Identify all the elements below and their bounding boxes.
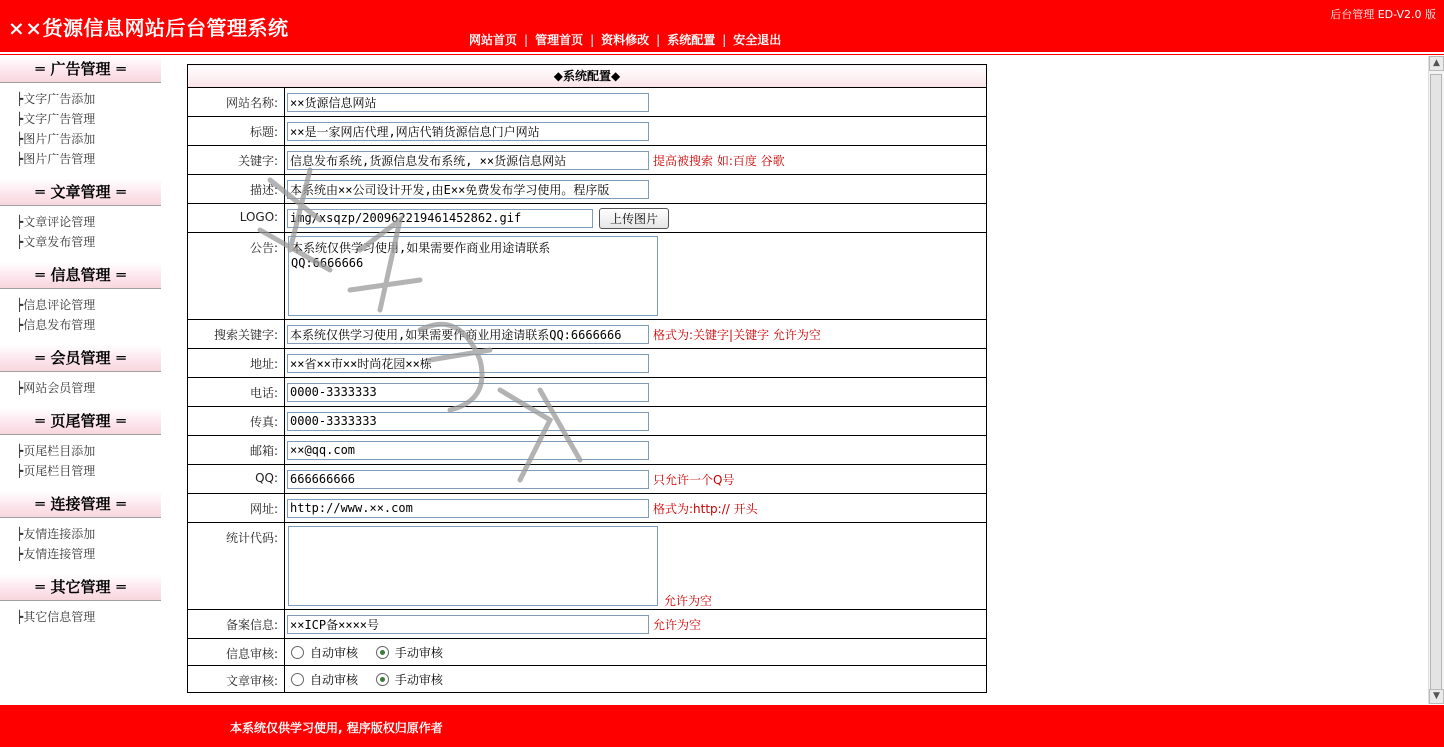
sidebar-item-image-ad-add[interactable]: ┝图片广告添加 — [16, 132, 96, 146]
section-title: 文章管理 — [50, 183, 111, 201]
description-input[interactable] — [287, 180, 649, 199]
url-note: 格式为:http:// 开头 — [653, 501, 758, 516]
sidebar-item-other-info[interactable]: ┝其它信息管理 — [16, 610, 96, 624]
sidebar-item-image-ad-manage[interactable]: ┝图片广告管理 — [16, 152, 96, 166]
site-name-input[interactable] — [287, 93, 649, 112]
nav-separator: | — [524, 33, 529, 47]
nav-separator: | — [656, 33, 661, 47]
search-keywords-input[interactable] — [287, 325, 649, 344]
sidebar-item-members[interactable]: ┝网站会员管理 — [16, 381, 96, 395]
section-title: 广告管理 — [50, 60, 111, 78]
icp-input[interactable] — [287, 615, 649, 634]
phone-label: 电话: — [188, 378, 285, 407]
sidebar-section-info[interactable]: ═ 信息管理 ═ — [0, 262, 161, 289]
nav-separator: | — [722, 33, 727, 47]
article-review-label: 文章审核: — [188, 666, 285, 693]
info-review-auto-radio[interactable] — [291, 646, 304, 659]
sidebar-item-info-publish[interactable]: ┝信息发布管理 — [16, 318, 96, 332]
address-input[interactable] — [287, 354, 649, 373]
article-review-auto-radio[interactable] — [291, 673, 304, 686]
sidebar-item-text-ad-add[interactable]: ┝文字广告添加 — [16, 92, 96, 106]
icp-note: 允许为空 — [653, 617, 702, 632]
email-input[interactable] — [287, 441, 649, 460]
notice-label: 公告: — [188, 233, 285, 320]
logo-input[interactable] — [287, 209, 593, 228]
sidebar-section-articles[interactable]: ═ 文章管理 ═ — [0, 179, 161, 206]
sidebar-section-ads[interactable]: ═ 广告管理 ═ — [0, 56, 161, 83]
section-title: 信息管理 — [50, 266, 111, 284]
config-panel — [187, 64, 987, 693]
description-label: 描述: — [188, 175, 285, 204]
config-caption: ◆系统配置◆ — [188, 65, 987, 88]
nav-admin-home[interactable]: 管理首页 — [535, 33, 584, 47]
email-label: 邮箱: — [188, 436, 285, 465]
stats-textarea[interactable] — [288, 526, 658, 606]
sidebar-item-info-comments[interactable]: ┝信息评论管理 — [16, 298, 96, 312]
logo-label: LOGO: — [188, 204, 285, 233]
header-divider — [0, 54, 1444, 55]
sidebar-section-footer[interactable]: ═ 页尾管理 ═ — [0, 408, 161, 435]
qq-note: 只允许一个Q号 — [653, 472, 735, 487]
qq-input[interactable] — [287, 470, 649, 489]
info-review-manual-radio[interactable] — [376, 646, 389, 659]
sidebar-item-footer-add[interactable]: ┝页尾栏目添加 — [16, 444, 96, 458]
stats-label: 统计代码: — [188, 523, 285, 610]
search-keywords-label: 搜索关键字: — [188, 320, 285, 349]
keywords-note: 提高被搜索 如:百度 谷歌 — [653, 153, 785, 168]
nav-profile-edit[interactable]: 资料修改 — [601, 33, 650, 47]
phone-input[interactable] — [287, 383, 649, 402]
upload-image-button[interactable]: 上传图片 — [599, 208, 669, 229]
icp-label: 备案信息: — [188, 610, 285, 639]
search-keywords-note: 格式为:关键字|关键字 允许为空 — [653, 327, 821, 342]
title-label: 标题: — [188, 117, 285, 146]
stats-note: 允许为空 — [664, 594, 713, 608]
article-review-manual-radio[interactable] — [376, 673, 389, 686]
config-table — [187, 64, 987, 693]
title-input[interactable] — [287, 122, 649, 141]
sidebar-item-article-comments[interactable]: ┝文章评论管理 — [16, 215, 96, 229]
nav-separator: | — [590, 33, 595, 47]
site-name-label: 网站名称: — [188, 88, 285, 117]
section-title: 其它管理 — [50, 578, 111, 596]
scrollbar-thumb[interactable] — [1430, 74, 1442, 704]
nav-logout[interactable]: 安全退出 — [733, 33, 782, 47]
sidebar — [0, 56, 161, 637]
sidebar-item-text-ad-manage[interactable]: ┝文字广告管理 — [16, 112, 96, 126]
sidebar-section-members[interactable]: ═ 会员管理 ═ — [0, 345, 161, 372]
site-title: ××货源信息网站后台管理系统 — [8, 16, 289, 40]
footer-bar — [0, 705, 1444, 747]
keywords-label: 关键字: — [188, 146, 285, 175]
section-title: 连接管理 — [50, 495, 111, 513]
sidebar-section-other[interactable]: ═ 其它管理 ═ — [0, 574, 161, 601]
vertical-scrollbar[interactable] — [1428, 56, 1444, 704]
footer-text: 本系统仅供学习使用, 程序版权归原作者 — [230, 721, 443, 735]
version-label: 后台管理 ED-V2.0 版 — [1330, 8, 1436, 21]
header-divider — [0, 52, 1444, 53]
info-review-auto-label: 自动审核 — [310, 645, 359, 660]
nav-site-home[interactable]: 网站首页 — [469, 33, 518, 47]
qq-label: QQ: — [188, 465, 285, 494]
info-review-label: 信息审核: — [188, 639, 285, 666]
top-nav — [462, 31, 788, 48]
fax-label: 传真: — [188, 407, 285, 436]
url-input[interactable] — [287, 499, 649, 518]
article-review-manual-label: 手动审核 — [394, 672, 443, 687]
url-label: 网址: — [188, 494, 285, 523]
sidebar-item-link-manage[interactable]: ┝友情连接管理 — [16, 547, 96, 561]
sidebar-item-footer-manage[interactable]: ┝页尾栏目管理 — [16, 464, 96, 478]
keywords-input[interactable] — [287, 151, 649, 170]
info-review-manual-label: 手动审核 — [394, 645, 443, 660]
address-label: 地址: — [188, 349, 285, 378]
section-title: 会员管理 — [50, 349, 111, 367]
section-title: 页尾管理 — [50, 412, 111, 430]
scroll-up-icon[interactable]: ▲ — [1429, 56, 1444, 71]
nav-system-config[interactable]: 系统配置 — [667, 33, 716, 47]
fax-input[interactable] — [287, 412, 649, 431]
sidebar-section-links[interactable]: ═ 连接管理 ═ — [0, 491, 161, 518]
sidebar-item-link-add[interactable]: ┝友情连接添加 — [16, 527, 96, 541]
header-bar — [0, 0, 1444, 52]
article-review-auto-label: 自动审核 — [310, 672, 359, 687]
scroll-down-icon[interactable]: ▼ — [1429, 689, 1444, 704]
sidebar-item-article-publish[interactable]: ┝文章发布管理 — [16, 235, 96, 249]
notice-textarea[interactable] — [288, 236, 658, 316]
